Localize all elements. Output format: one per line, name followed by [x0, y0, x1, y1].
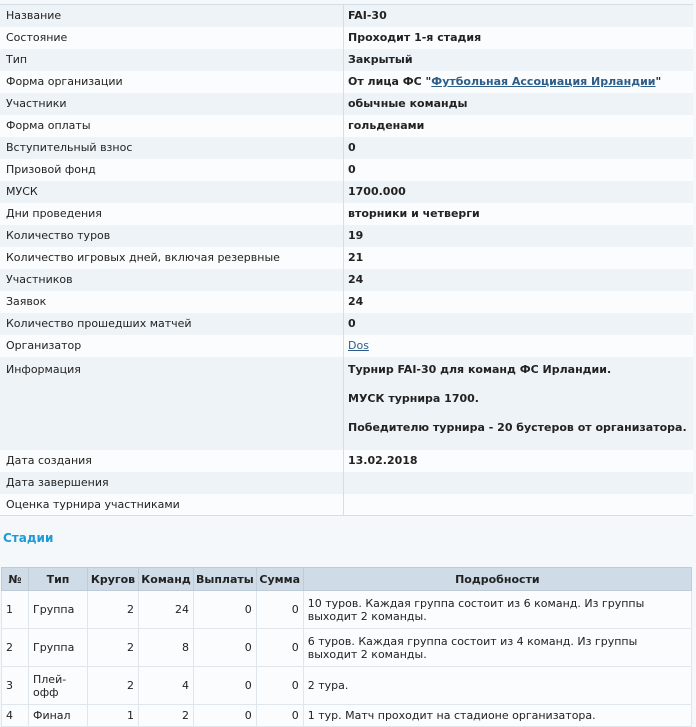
stage-teams: 4 — [139, 667, 194, 705]
stage-sum: 0 — [256, 629, 303, 667]
info-label: МУСК — [0, 181, 344, 203]
info-label: Количество туров — [0, 225, 344, 247]
info-label: Информация — [0, 357, 344, 450]
info-label: Дата завершения — [0, 472, 344, 494]
info-value — [344, 494, 694, 516]
info-row-applications — [0, 291, 693, 313]
col-header-number[interactable]: № — [2, 568, 29, 591]
stage-teams: 24 — [139, 591, 194, 629]
info-label: Название — [0, 5, 344, 27]
stage-details: 10 туров. Каждая группа состоит из 6 команд. Из группы выходит 2 команды. — [303, 591, 691, 629]
info-row-organization-form — [0, 71, 693, 93]
info-label: Состояние — [0, 27, 344, 49]
info-value: 0 — [348, 163, 356, 176]
stage-number: 3 — [2, 667, 29, 705]
stage-type: Группа — [29, 591, 88, 629]
info-label: Дни проведения — [0, 203, 344, 225]
info-value: 0 — [348, 317, 356, 330]
info-row-participants-kind — [0, 93, 693, 115]
info-row-days — [0, 203, 693, 225]
stage-type: Плей-офф — [29, 667, 88, 705]
stage-teams: 2 — [139, 705, 194, 727]
info-label: Форма организации — [0, 71, 344, 93]
stage-sum: 0 — [256, 591, 303, 629]
stage-type: Группа — [29, 629, 88, 667]
info-row-played-matches — [0, 313, 693, 335]
col-header-teams[interactable]: Команд — [139, 568, 194, 591]
stage-number: 4 — [2, 705, 29, 727]
tournament-info-table — [0, 4, 693, 516]
stage-payouts: 0 — [194, 705, 257, 727]
info-label: Форма оплаты — [0, 115, 344, 137]
info-value: вторники и четверги — [348, 207, 480, 220]
stage-number: 1 — [2, 591, 29, 629]
info-value: FAI-30 — [348, 9, 387, 23]
info-label: Участников — [0, 269, 344, 291]
federation-link[interactable]: Футбольная Ассоциация Ирландии — [431, 75, 656, 88]
stage-rounds: 2 — [88, 667, 139, 705]
info-label: Тип — [0, 49, 344, 71]
info-row-rounds-count — [0, 225, 693, 247]
info-value: 13.02.2018 — [348, 454, 418, 467]
table-row — [2, 667, 692, 705]
info-value — [344, 335, 694, 357]
stages-table — [1, 567, 692, 727]
info-row-rating — [0, 494, 693, 516]
stage-payouts: 0 — [194, 629, 257, 667]
info-row-type — [0, 49, 693, 71]
stage-rounds: 2 — [88, 629, 139, 667]
table-row — [2, 629, 692, 667]
stage-payouts: 0 — [194, 667, 257, 705]
info-row-entry-fee — [0, 137, 693, 159]
info-value: гольденами — [348, 119, 425, 132]
info-row-musk — [0, 181, 693, 203]
stage-number: 2 — [2, 629, 29, 667]
stage-teams: 8 — [139, 629, 194, 667]
stage-details: 6 туров. Каждая группа состоит из 4 команд. Из группы выходит 2 команды. — [303, 629, 691, 667]
info-row-participants — [0, 269, 693, 291]
info-value: 21 — [348, 251, 364, 264]
info-row-created — [0, 450, 693, 472]
info-value: Проходит 1-я стадия — [348, 31, 482, 44]
organizer-link[interactable]: Dos — [348, 339, 369, 352]
col-header-rounds[interactable]: Кругов — [88, 568, 139, 591]
stage-details: 2 тура. — [303, 667, 691, 705]
stage-sum: 0 — [256, 705, 303, 727]
info-label: Призовой фонд — [0, 159, 344, 181]
info-value: 1700.000 — [348, 185, 406, 198]
info-value — [344, 472, 694, 494]
info-value: Закрытый — [348, 53, 413, 66]
table-row — [2, 705, 692, 727]
info-value: 24 — [348, 295, 364, 308]
info-label: Организатор — [0, 335, 344, 357]
stages-heading: Стадии — [3, 531, 54, 545]
info-value — [344, 71, 694, 93]
info-value — [344, 357, 694, 450]
info-line: МУСК турнира 1700. — [348, 391, 479, 405]
info-value: 0 — [348, 141, 356, 154]
info-value: 24 — [348, 273, 364, 286]
table-row — [2, 591, 692, 629]
col-header-details[interactable]: Подробности — [303, 568, 691, 591]
info-row-prize-fund — [0, 159, 693, 181]
info-line: Турнир FAI-30 для команд ФС Ирландии. — [348, 362, 612, 376]
info-value: обычные команды — [348, 97, 468, 110]
stage-rounds: 2 — [88, 591, 139, 629]
info-label: Вступительный взнос — [0, 137, 344, 159]
stage-rounds: 1 — [88, 705, 139, 727]
info-row-payment-form — [0, 115, 693, 137]
info-row-game-days — [0, 247, 693, 269]
info-row-finished — [0, 472, 693, 494]
col-header-type[interactable]: Тип — [29, 568, 88, 591]
info-label: Участники — [0, 93, 344, 115]
info-line: Победителю турнира - 20 бустеров от организатора. — [348, 420, 687, 434]
stage-type: Финал — [29, 705, 88, 727]
info-label: Дата создания — [0, 450, 344, 472]
info-label: Оценка турнира участниками — [0, 494, 344, 516]
info-row-organizer — [0, 335, 693, 357]
stages-header-row — [2, 568, 692, 591]
col-header-payouts[interactable]: Выплаты — [194, 568, 257, 591]
info-value: 19 — [348, 229, 364, 242]
info-row-state — [0, 27, 693, 49]
info-row-name — [0, 5, 693, 27]
info-label: Количество игровых дней, включая резервные — [0, 247, 344, 269]
value-prefix: От лица ФС " — [348, 75, 432, 88]
col-header-sum[interactable]: Сумма — [256, 568, 303, 591]
info-label: Заявок — [0, 291, 344, 313]
stage-details: 1 тур. Матч проходит на стадионе организатора. — [303, 705, 691, 727]
info-row-information — [0, 357, 693, 450]
info-label: Количество прошедших матчей — [0, 313, 344, 335]
stage-payouts: 0 — [194, 591, 257, 629]
value-suffix: " — [655, 75, 662, 88]
stage-sum: 0 — [256, 667, 303, 705]
